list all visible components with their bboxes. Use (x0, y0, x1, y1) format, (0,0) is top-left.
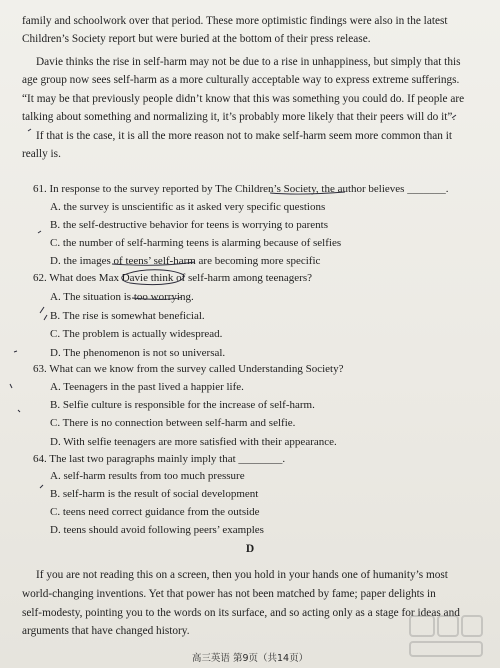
passage-line: age group now sees self-harm as a more culturally acceptable way to express extreme sufferings. (22, 74, 460, 86)
question-63-option-a: A. Teenagers in the past lived a happier life. (50, 381, 244, 393)
pen-tick-mark (452, 115, 456, 118)
section-d-line: If you are not reading this on a screen, then you hold in your hands one of humanity’s most (36, 569, 448, 581)
passage-line: really is. (22, 148, 61, 160)
question-63-option-c: C. There is no connection between self-harm and selfie. (50, 417, 296, 429)
section-d-title: D (245, 543, 255, 555)
pen-tick-mark (10, 384, 12, 388)
question-64-option-d: D. teens should avoid following peers’ examples (50, 524, 264, 536)
pen-underline-mark (132, 297, 182, 299)
pen-circle-mark (122, 270, 184, 285)
question-64-option-b: B. self-harm is the result of social development (50, 488, 259, 500)
passage-line: Davie thinks the rise in self-harm may not be due to a rise in unhappiness, but simply that this (36, 56, 461, 68)
question-62-option-b: B. The rise is somewhat beneficial. (50, 310, 205, 322)
section-d-line: world-changing inventions. Yet that power has not been matched by fame; paper delights in (22, 588, 436, 600)
pen-tick-mark (40, 485, 43, 488)
watermark-logo (406, 612, 486, 662)
pen-tick-mark (14, 351, 17, 352)
question-62-option-d: D. The phenomenon is not so universal. (50, 347, 226, 359)
question-62-option-a: A. The situation is too worrying. (50, 291, 194, 303)
pen-underline-mark (112, 262, 195, 265)
question-61-option-a: A. the survey is unscientific as it asked very specific questions (50, 201, 326, 213)
question-63-option-b: B. Selfie culture is responsible for the increase of self-harm. (50, 399, 315, 411)
question-62-stem: 62. What does Max Davie think of self-harm among teenagers? (33, 272, 312, 284)
section-d-line: arguments that have changed history. (22, 625, 190, 637)
passage-line: If that is the case, it is all the more reason not to make self-harm seem more common than it (36, 130, 452, 142)
question-64-stem: 64. The last two paragraphs mainly imply that ________. (33, 453, 286, 465)
question-63-option-d: D. With selfie teenagers are more satisfied with their appearance. (50, 436, 337, 448)
question-61-option-d: D. the images of teens’ self-harm are becoming more specific (50, 255, 321, 267)
pen-tick-mark (28, 129, 31, 131)
pen-tick-mark (44, 315, 47, 320)
pen-tick-mark (40, 307, 44, 313)
passage-line: family and schoolwork over that period. These more optimistic findings were also in the latest (22, 15, 448, 27)
pen-tick-mark (38, 231, 41, 233)
question-61-option-c: C. the number of self-harming teens is alarming because of selfies (50, 237, 342, 249)
question-64-option-a: A. self-harm results from too much pressure (50, 470, 245, 482)
passage-line: “It may be that previously people didn’t know that this was something you could do. If people are (22, 93, 465, 105)
question-64-option-c: C. teens need correct guidance from the outside (50, 506, 260, 518)
question-61-stem: 61. In response to the survey reported by The Children’s Society, the author believes _______. (33, 183, 449, 195)
page-footer: 高三英语 第9页（共14页） (191, 653, 309, 664)
question-61-option-b: B. the self-destructive behavior for teens is worrying to parents (50, 219, 328, 231)
passage-line: Children’s Society report but were buried at the bottom of their press release. (22, 33, 371, 45)
pen-underline-mark (270, 192, 345, 194)
passage-line: talking about something and normalizing it, it’s probably more likely that their peers will do it”. (22, 111, 456, 123)
question-62-option-c: C. The problem is actually widespread. (50, 328, 223, 340)
section-d-line: self-modesty, pointing you to the words on its surface, and so acting only as a stage for ideas and (22, 607, 460, 619)
pen-tick-mark (18, 410, 20, 412)
question-63-stem: 63. What can we know from the survey called Understanding Society? (33, 363, 344, 375)
